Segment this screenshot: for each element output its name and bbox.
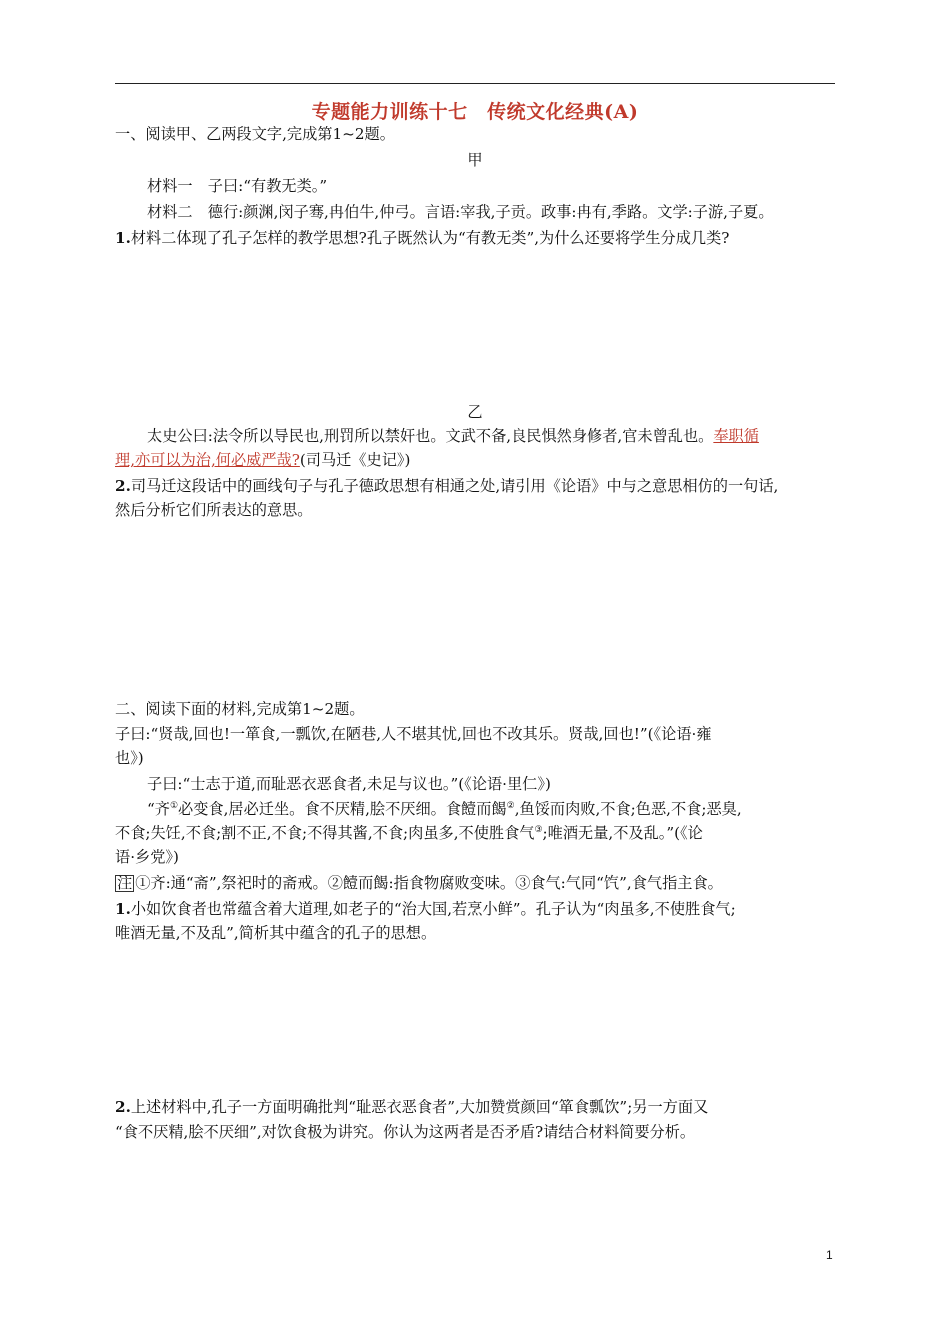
section2-question2-line1 [115, 1095, 840, 1119]
question-text: 小如饮食者也常蕴含着大道理,如老子的“治大国,若烹小鲜”。孔子认为“肉虽多,不使胜食气; [130, 900, 736, 918]
para-text: ,鱼馁而肉败,不食;色恶,不食;恶臭, [514, 800, 742, 818]
footnote-mark: ③ [534, 824, 543, 835]
note-text: ①齐:通“斋”,祭祀时的斋戒。②饐而餲:指食物腐败变味。③食气:气同“饩”,食气指主食。 [135, 874, 723, 892]
yi-passage-line2 [115, 448, 840, 472]
para-text: 必变食,居必迁坐。食不厌精,脍不厌细。食饐而餲 [178, 800, 507, 818]
page-title: 专题能力训练十七 传统文化经典(A) [311, 101, 639, 123]
section2-para2: 子曰:“士志于道,而耻恶衣恶食者,未足与议也。”(《论语·里仁》) [147, 775, 551, 793]
para-text: 不食;失饪,不食;割不正,不食;不得其酱,不食;肉虽多,不使胜食气 [115, 824, 535, 842]
jia-label: 甲 [467, 151, 483, 169]
section2-para1-line1: 子曰:“贤哉,回也!一箪食,一瓢饮,在陋巷,人不堪其忧,回也不改其乐。贤哉,回也!”(《论语·雍 [115, 725, 712, 743]
yi-passage-text: 太史公曰:法令所以导民也,刑罚所以禁奸也。文武不备,良民惧然身修者,官未曾乱也。 [147, 427, 714, 445]
question-number: 2. [115, 1098, 131, 1116]
section2-para3-line3: 语·乡党》) [115, 848, 179, 866]
question-text: 司马迁这段话中的画线句子与孔子德政思想有相通之处,请引用《论语》中与之意思相仿的一句话, [130, 477, 779, 495]
question-text: 上述材料中,孔子一方面明确批判“耻恶衣恶食者”,大加赞赏颜回“箪食瓢饮”;另一方面又 [130, 1098, 709, 1116]
note-label: 注 [117, 874, 133, 892]
yi-passage-line1 [147, 424, 840, 448]
yi-label: 乙 [467, 403, 483, 421]
material1: 材料一 子曰:“有教无类。” [147, 177, 328, 195]
header-rule [115, 83, 835, 84]
section2-question2-line2: “食不厌精,脍不厌细”,对饮食极为讲究。你认为这两者是否矛盾?请结合材料简要分析。 [115, 1123, 696, 1141]
section1-heading: 一、阅读甲、乙两段文字,完成第1~2题。 [115, 125, 395, 143]
question-number: 2. [115, 477, 131, 495]
section1-question2-line1 [115, 474, 840, 498]
section2-question1-line2: 唯酒无量,不及乱”,简析其中蕴含的孔子的思想。 [115, 924, 437, 942]
section2-para3-line1 [147, 797, 840, 821]
underlined-sentence: 理,亦可以为治,何必威严哉? [115, 451, 300, 469]
underlined-sentence: 奉职循 [713, 427, 759, 445]
section1-question1 [115, 226, 840, 250]
section2-note [115, 871, 840, 895]
yi-passage-source: (司马迁《史记》) [299, 451, 411, 469]
para-text: “齐 [147, 800, 170, 818]
section2-para1-line2: 也》) [115, 749, 144, 767]
section2-para3-line2 [115, 821, 840, 845]
question-number: 1. [115, 900, 131, 918]
para-text: ;唯酒无量,不及乱。”(《论 [542, 824, 703, 842]
material2: 材料二 德行:颜渊,闵子骞,冉伯牛,仲弓。言语:宰我,子贡。政事:冉有,季路。文学:子游,子夏。 [147, 203, 774, 221]
section1-question2-line2: 然后分析它们所表达的意思。 [115, 501, 313, 519]
footnote-mark: ① [169, 800, 179, 811]
question-number: 1. [115, 229, 131, 247]
page-number: 1 [826, 1248, 833, 1262]
question-text: 材料二体现了孔子怎样的教学思想?孔子既然认为“有教无类”,为什么还要将学生分成几类? [130, 229, 730, 247]
section2-question1-line1 [115, 897, 840, 921]
footnote-mark: ② [506, 800, 515, 811]
section2-heading: 二、阅读下面的材料,完成第1~2题。 [115, 700, 365, 718]
